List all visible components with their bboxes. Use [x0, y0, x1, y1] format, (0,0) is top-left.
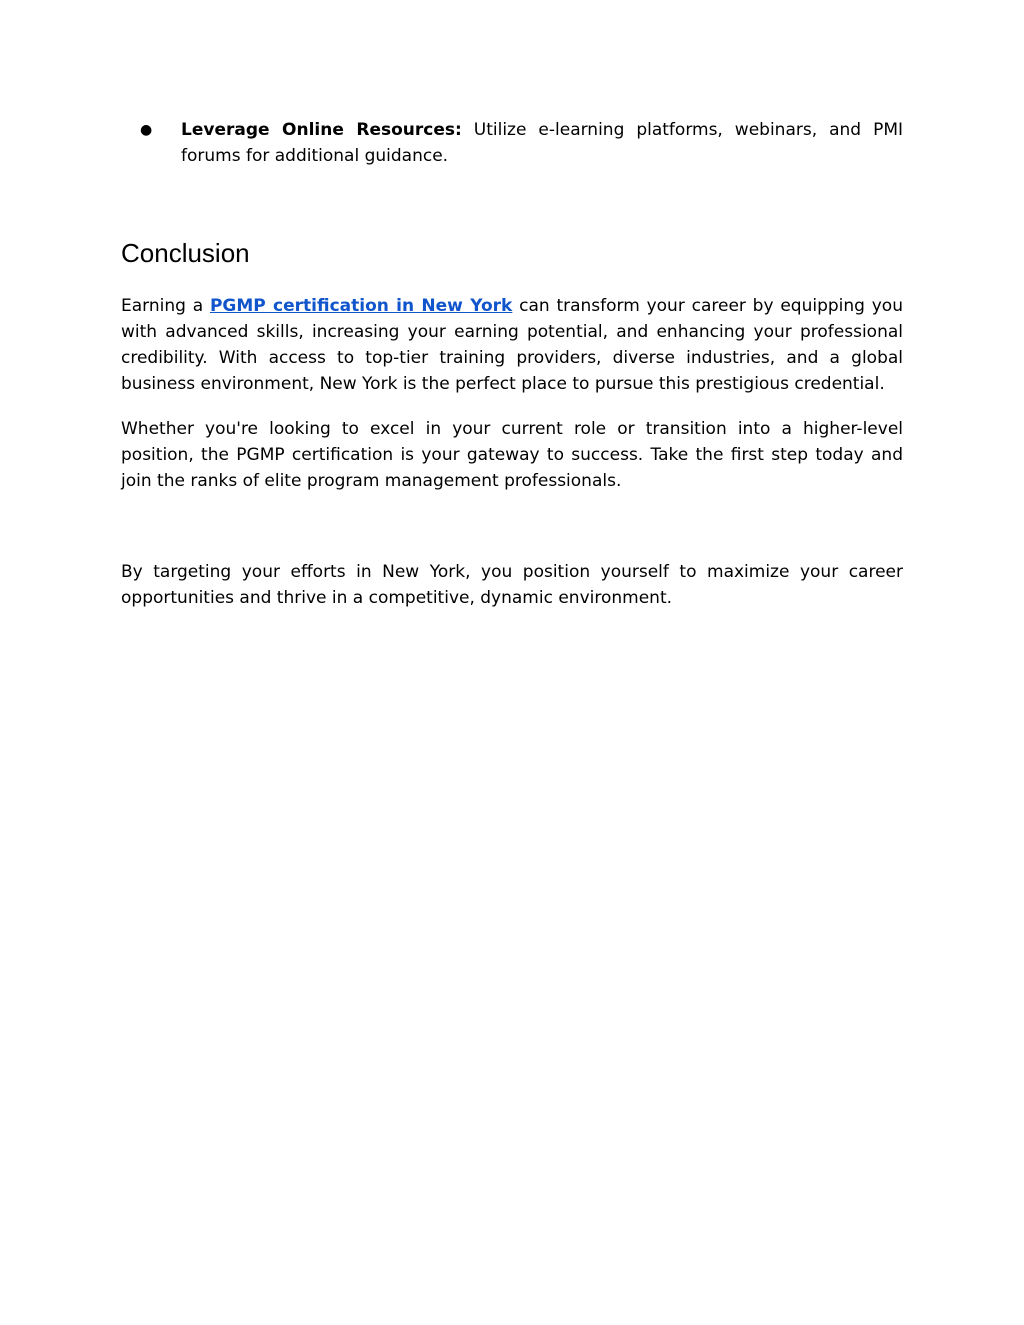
- pgmp-certification-link[interactable]: PGMP certification in New York: [209, 296, 513, 317]
- section-heading: Conclusion: [121, 238, 250, 269]
- paragraph-intro-before: Earning a: [121, 296, 210, 317]
- paragraph-intro: [121, 294, 903, 397]
- paragraph-intro-after: can transform your career by equipping you with advanced skills, increasing your earning potential, and enhancing your professional credibility. With access to top-tier training providers, diverse industries, and a global business environment, New York is the perfect place to pursue this prestigious credential.: [121, 296, 903, 394]
- paragraph-second: Whether you're looking to excel in your current role or transition into a higher-level position, the PGMP certification is your gateway to success. Take the first step today and join the ranks of elite program management professionals.: [121, 419, 903, 491]
- bullet-term: Leverage Online Resources:: [181, 120, 462, 140]
- paragraph-closing: By targeting your efforts in New York, you position yourself to maximize your career opportunities and thrive in a competitive, dynamic environment.: [121, 562, 903, 609]
- document-content: [121, 118, 903, 612]
- bullet-icon: ●: [140, 122, 153, 138]
- bullet-text: Utilize e-learning platforms, webinars, and PMI forums for additional guidance.: [181, 120, 903, 166]
- list-item: [121, 118, 903, 169]
